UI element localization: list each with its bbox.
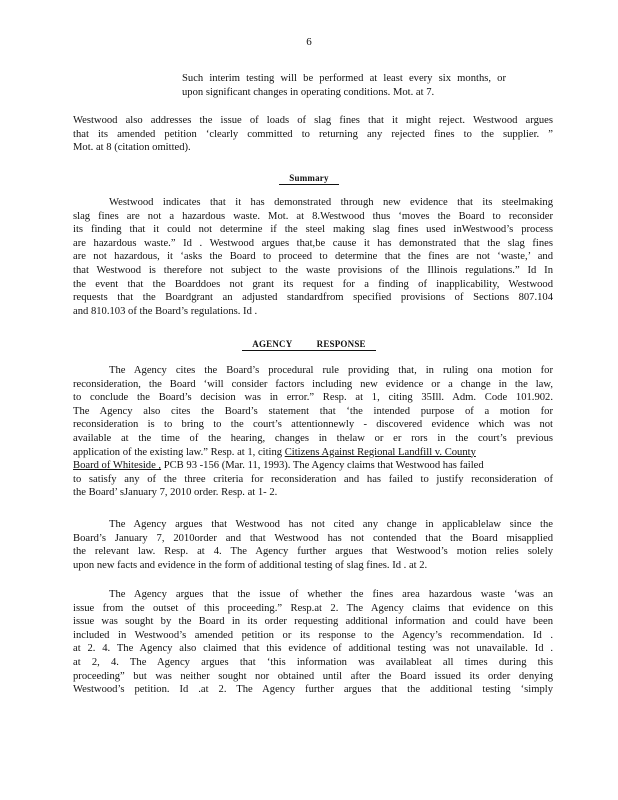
text-line: are not hazardous, it ‘asks the Board to proceed to determine that the fines are not ‘waste,’ and [73,251,553,263]
text-line: reconsideration is to bring to the court’s attentionnewly - discovered evidence which was not [73,419,553,431]
agency-paragraph-2 [73,518,553,572]
text-line: reconsideration, the Board ‘will consider factors including new evidence or a change in the law, [73,378,553,390]
text-line: slag fines are not a hazardous waste. Mot. at 8.Westwood thus ‘moves the Board to reconsider [73,210,553,222]
agency-paragraph-3 [73,588,553,697]
quote-line: upon significant changes in operating conditions. Mot. at 7. [182,86,435,98]
text-line: Board’s January 7, 2010order and that Westwood has not contended that the Board misapplied [73,532,553,544]
text-line: available at the time of the hearing, changes in thelaw or er rors in the court’s previous [73,432,553,444]
text-line [73,459,553,473]
text-line: issue from the outset of this proceeding.” Resp.at 2. The Agency claims that evidence on this [73,602,553,614]
text-line: Westwood also addresses the issue of loads of slag fines that it might reject. Westwood argues [73,115,553,126]
text-line: to satisfy any of the three criteria for reconsideration and has failed to justify reconsideration of [73,473,553,485]
quote-line: Such interim testing will be performed at least every six months, or [182,73,506,84]
text-line: Mot. at 8 (citation omitted). [73,142,191,154]
text-line: and 810.103 of the Board’s regulations. Id . [73,305,258,317]
text-line: to conclude the Board’s decision was in error.” Resp. at 1, citing 35Ill. Adm. Code 101.902. [73,392,553,404]
page-number: 6 [306,36,312,48]
text-line: the event that the Boarddoes not grant its request for a finding of inapplicability, Westwood [73,278,553,290]
text-line: at 2. 4. The Agency also claimed that this evidence of additional testing was not unavailable. Id . [73,643,553,655]
text-line: Westwood indicates that it has demonstrated through new evidence that its steelmaking [109,197,553,208]
case-citation-part-b: Board of Whiteside , [73,460,162,472]
text-line: that Westwood is therefore not subject to the waste provisions of the Illinois regulations.” Id In [73,264,553,276]
text-line: upon new facts and evidence in the form of additional testing of slag fines. Id . at 2. [73,559,428,571]
text-line: its finding that it could not determine if the steel making slag fines used inWestwood’s process [73,224,553,236]
text-line: the Board’ sJanuary 7, 2010 order. Resp. at 1- 2. [73,487,278,499]
text-line: at 2, 4. The Agency argues that ‘this information was availableat all times during this [73,656,553,668]
text-line: The Agency cites the Board’s procedural rule providing that, in ruling ona motion for [109,365,553,376]
text-line: that its amended petition ‘clearly committed to returning any rejected fines to the supplier. ” [73,128,553,140]
text-line: The Agency also cites the Board’s statement that ‘the intended purpose of a motion for [73,405,553,417]
text-line: included in Westwood’s amended petition or its response to the Agency’s recommendation. Id . [73,629,553,641]
summary-paragraph [73,196,553,318]
text-line: the relevant law. Resp. at 4. The Agency further argues that Westwood’s motion relies solely [73,546,553,558]
text-line: The Agency argues that Westwood has not cited any change in applicablelaw since the [109,519,553,530]
text-line: Westwood’s petition. Id .at 2. The Agency further argues that the additional testing ‘simply [73,684,553,696]
text-fragment: application of the existing law.” Resp. at 1, citing [73,446,283,458]
text-fragment: PCB 93 -156 (Mar. 11, 1993). The Agency claims that Westwood has failed [161,460,484,472]
paragraph-reject-fines [73,114,553,155]
block-quote [182,72,506,99]
summary-heading-text: Summary [279,173,338,185]
agency-response-heading [0,338,618,352]
text-line: are hazardous waste.” Id . Westwood argues that,be cause it has demonstrated that the slag fines [73,237,553,249]
text-line: proceeding” but was neither sought nor obtained until after the Board issued its order denying [73,670,553,682]
text-line: requests that the Boardgrant an adjusted standardfrom specified provisions of Sections 807.104 [73,292,553,304]
text-line: issue was sought by the Board in its order requesting additional information and could have been [73,616,553,628]
text-line: The Agency argues that the issue of whether the fines area hazardous waste ‘was an [109,589,553,600]
agency-paragraph-1 [73,364,553,500]
case-citation-part-a: Citizens Against Regional Landfill v. County [284,446,476,458]
text-line [73,446,553,460]
summary-heading [0,172,618,186]
agency-response-heading-text: AGENCY RESPONSE [242,339,375,351]
